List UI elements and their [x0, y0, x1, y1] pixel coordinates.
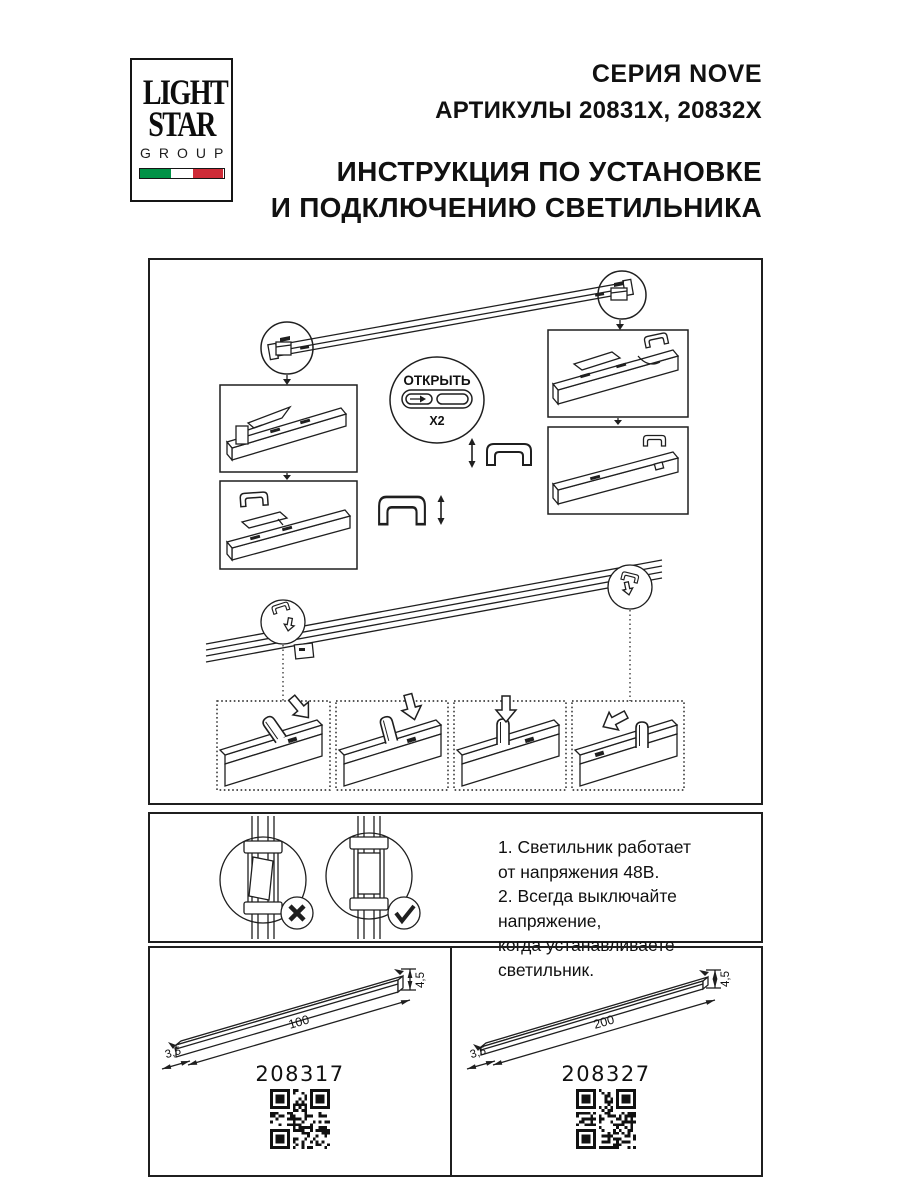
- instruction-title-line2: И ПОДКЛЮЧЕНИЮ СВЕТИЛЬНИКА: [270, 192, 762, 223]
- step-box-2: [336, 692, 448, 790]
- product-drawing-208317: [161, 969, 427, 1071]
- flag-white: [171, 169, 193, 178]
- logo-word-light: LIGHT: [142, 72, 228, 112]
- detail-box-left-1: [220, 385, 357, 472]
- products-frame: [148, 946, 763, 1177]
- open-indicator: [390, 357, 484, 443]
- dim-width-label: 3,5: [163, 1045, 183, 1062]
- note-line-2: от напряжения 48В.: [498, 861, 660, 882]
- product-drawing-208327: [466, 970, 732, 1071]
- detail-box-left-2: [220, 481, 357, 569]
- step-box-1: [217, 691, 330, 790]
- dim-width-label: 3,5: [468, 1045, 488, 1062]
- dim-height: [706, 970, 732, 988]
- instruction-title-line1: ИНСТРУКЦИЯ ПО УСТАНОВКЕ: [336, 156, 762, 187]
- clip-icon-left: [379, 495, 444, 525]
- top-track: [268, 279, 633, 359]
- connector-orientation-diagram: [150, 814, 490, 941]
- arrow-to-right-detail: [616, 320, 624, 330]
- installation-diagram: [150, 260, 761, 803]
- lightstar-logo: [130, 58, 233, 202]
- dim-height-label: 4,5: [415, 972, 427, 988]
- dim-height: [401, 969, 427, 990]
- flag-green: [140, 169, 172, 178]
- article-number-208317: 208317: [255, 1062, 345, 1086]
- callout-circle-lower-right: [608, 565, 652, 609]
- articles-line: АРТИКУЛЫ 20831X, 20832X: [435, 97, 762, 124]
- detail-box-right-2: [548, 427, 688, 514]
- arrow-left-boxes: [283, 473, 291, 480]
- cross-mark: [281, 897, 313, 929]
- logo-word-group: GROUP: [140, 145, 232, 161]
- dim-length-label: 200: [591, 1012, 616, 1032]
- note-line-4: когда устанавливаете светильник.: [498, 935, 675, 980]
- qr-code-208317: [270, 1089, 330, 1149]
- installation-diagram-frame: [148, 258, 763, 805]
- dim-height-label: 4,5: [720, 971, 732, 987]
- open-label: ОТКРЫТЬ: [403, 373, 471, 388]
- detail-box-right-1: [548, 330, 688, 417]
- correct-connection-figure: [326, 816, 420, 939]
- logo-word-star: STAR: [148, 104, 215, 144]
- wrong-connection-figure: [220, 816, 313, 939]
- italian-flag: [139, 168, 225, 179]
- article-number-208327: 208327: [561, 1062, 651, 1086]
- step-box-4: [572, 701, 684, 790]
- qr-code-208327: [576, 1089, 636, 1149]
- series-title: СЕРИЯ NOVE: [591, 60, 762, 88]
- header-titles: [271, 60, 762, 224]
- step-box-3: [454, 696, 566, 790]
- callout-circle-top-right: [598, 271, 646, 319]
- arrow-to-left-detail: [283, 375, 291, 385]
- note-line-1: 1. Светильник работает: [498, 837, 691, 857]
- clip-icon-right: [469, 438, 532, 468]
- dim-length-label: 100: [286, 1012, 311, 1032]
- flag-red: [193, 169, 223, 178]
- open-times-label: X2: [429, 414, 445, 428]
- note-line-3: 2. Всегда выключайте напряжение,: [498, 886, 677, 931]
- check-mark: [388, 897, 420, 929]
- arrow-right-boxes: [614, 418, 622, 425]
- callout-circle-lower-left: [261, 600, 305, 644]
